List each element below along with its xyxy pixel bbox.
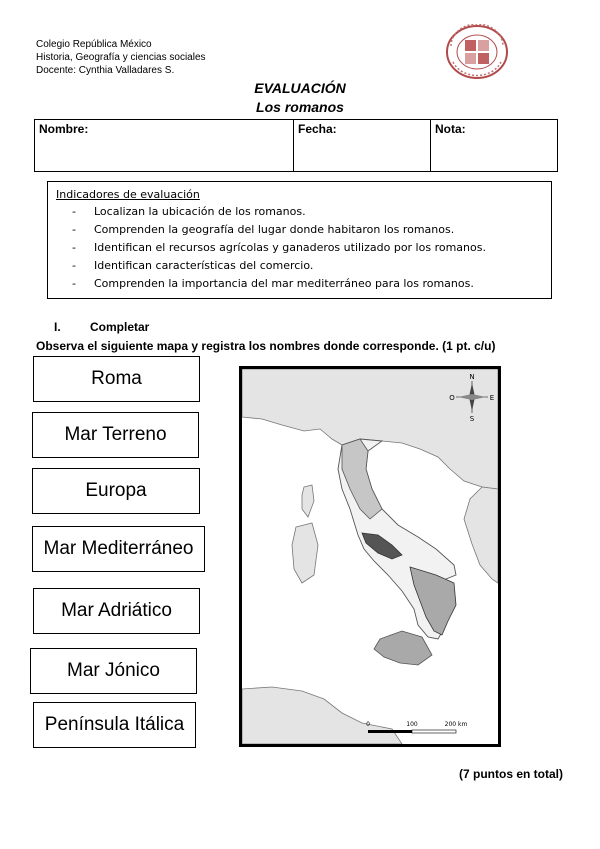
date-label: Fecha: (298, 122, 337, 136)
label-peninsula-italica[interactable]: Península Itálica (33, 702, 196, 748)
list-item: - Localizan la ubicación de los romanos. (72, 203, 543, 221)
grade-field[interactable] (431, 120, 557, 171)
sicily-island (374, 631, 432, 665)
scale-tick-0: 0 (366, 721, 370, 728)
etruria-region (342, 439, 382, 519)
instruction: Observa el siguiente mapa y registra los nombres donde corresponde. (1 pt. c/u) (36, 339, 496, 353)
student-info-table (34, 119, 558, 172)
sardinia-island (292, 523, 318, 583)
label-roma[interactable]: Roma (33, 356, 200, 402)
date-field[interactable] (294, 120, 431, 171)
school-seal-icon (443, 24, 511, 80)
indicators-list (56, 203, 543, 293)
italy-map (239, 366, 501, 747)
label-europa[interactable]: Europa (32, 468, 200, 514)
name-label: Nombre: (39, 122, 89, 136)
teacher-name: Docente: Cynthia Valladares S. (36, 65, 175, 76)
page-subtitle: Los romanos (256, 99, 344, 115)
grade-label: Nota: (435, 122, 466, 136)
europe-land (242, 369, 498, 489)
compass-e: E (489, 394, 495, 402)
section-title: Completar (90, 320, 150, 334)
indicators-box (47, 181, 552, 299)
label-mar-jonico[interactable]: Mar Jónico (30, 648, 197, 694)
page-title: EVALUACIÓN (254, 80, 346, 96)
balkans-land (464, 487, 498, 583)
total-points: (7 puntos en total) (459, 767, 563, 781)
map-drawing (242, 369, 498, 744)
scale-tick-200: 200 km (444, 721, 468, 728)
school-name: Colegio República México (36, 39, 152, 50)
subject-name: Historia, Geografía y ciencias sociales (36, 52, 206, 63)
scale-tick-100: 100 (406, 721, 418, 728)
label-mar-terreno[interactable]: Mar Terreno (32, 412, 199, 458)
name-field[interactable] (35, 120, 294, 171)
list-item: - Identifican el recursos agrícolas y ganaderos utilizado por los romanos. (72, 239, 543, 257)
indicators-title: Indicadores de evaluación (56, 188, 200, 201)
africa-land (242, 687, 402, 744)
section-number: I. (54, 320, 61, 334)
compass-w: O (449, 394, 455, 402)
label-mar-mediterraneo[interactable]: Mar Mediterráneo (32, 526, 205, 572)
label-mar-adriatico[interactable]: Mar Adriático (33, 588, 200, 634)
corsica-island (302, 485, 314, 517)
compass-s: S (469, 415, 475, 423)
list-item: - Identifican características del comercio. (72, 257, 543, 275)
list-item: - Comprenden la geografía del lugar donde habitaron los romanos. (72, 221, 543, 239)
list-item: - Comprenden la importancia del mar mediterráneo para los romanos. (72, 275, 543, 293)
compass-n: N (469, 373, 475, 381)
